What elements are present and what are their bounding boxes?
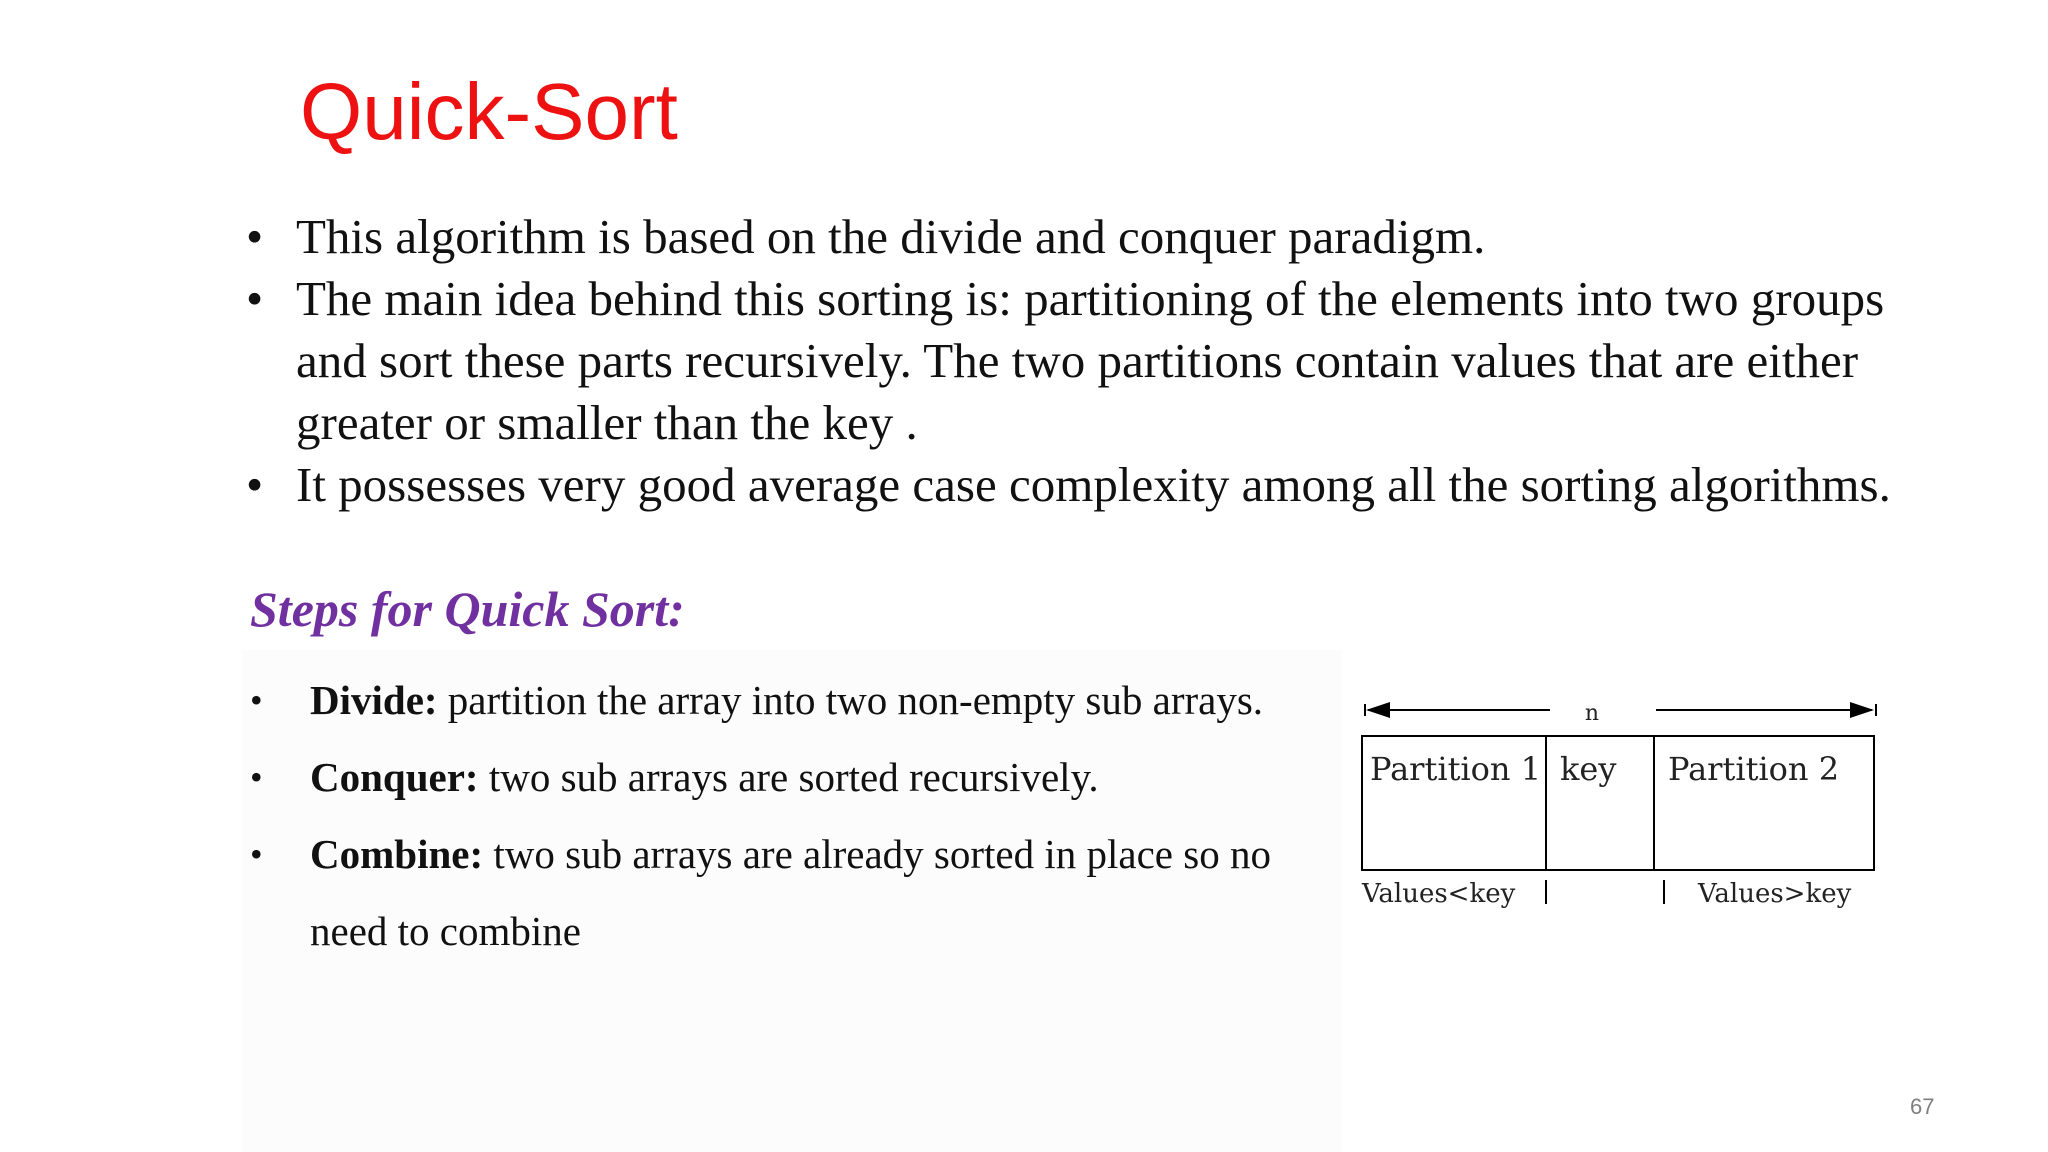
intro-bullet-item [246, 454, 1926, 516]
bullet-dot: • [246, 209, 264, 264]
intro-bullet-text: This algorithm is based on the divide and conquer paradigm. [296, 209, 1486, 264]
step-term: Conquer: [310, 754, 479, 800]
key-label: key [1560, 750, 1617, 788]
arrow-right-head [1850, 702, 1874, 718]
steps-heading: Steps for Quick Sort: [250, 581, 685, 637]
step-term: Combine: [310, 831, 484, 877]
intro-bullet-text: It possesses very good average case complexity among all the sorting algorithms. [296, 457, 1891, 512]
step-text: partition the array into two non-empty sub arrays. [437, 677, 1264, 723]
bullet-dot: • [250, 834, 263, 874]
step-item-combine [250, 816, 1300, 970]
partition-diagram [1350, 680, 1890, 920]
steps-list [250, 662, 1300, 970]
intro-bullet-list [246, 206, 1926, 516]
intro-bullet-text: The main idea behind this sorting is: partitioning of the elements into two groups and sort these parts recursively. The two partitions contain values that are either greater or smaller than the key . [296, 271, 1885, 450]
arrow-left-head [1366, 702, 1390, 718]
partition2-label: Partition 2 [1668, 750, 1840, 788]
length-label: n [1584, 701, 1600, 726]
bullet-dot: • [246, 457, 264, 512]
step-item-conquer [250, 739, 1300, 816]
step-text: two sub arrays are already sorted in place so no need to combine [310, 831, 1271, 954]
page-number: 67 [1910, 1094, 1935, 1119]
step-text: two sub arrays are sorted recursively. [478, 754, 1099, 800]
bullet-dot: • [250, 757, 263, 797]
bullet-dot: • [250, 680, 263, 720]
intro-bullet-item [246, 206, 1926, 268]
step-item-divide [250, 662, 1300, 739]
partition1-label: Partition 1 [1370, 750, 1542, 788]
bullet-dot: • [246, 271, 264, 326]
left-caption: Values<key [1362, 879, 1516, 909]
step-term: Divide: [310, 677, 438, 723]
intro-bullet-item [246, 268, 1926, 454]
partition-diagram-svg [1350, 680, 1890, 920]
slide-title: Quick-Sort [300, 67, 678, 156]
right-caption: Values>key [1698, 879, 1852, 909]
